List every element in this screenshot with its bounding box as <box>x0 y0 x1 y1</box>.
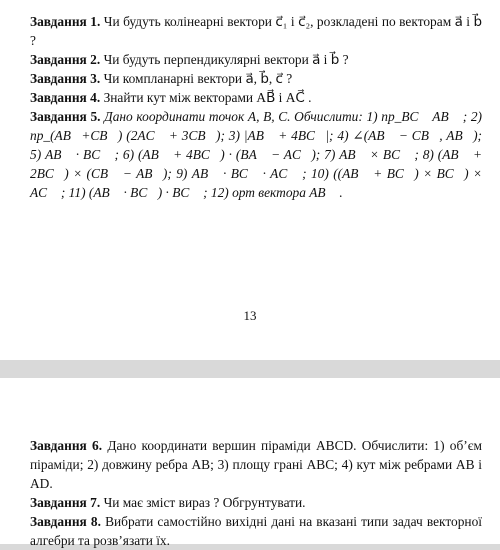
task-7-label: Завдання 7. <box>30 495 101 510</box>
task-2 <box>30 50 482 69</box>
task-4 <box>30 88 482 107</box>
task-2-label: Завдання 2. <box>30 52 101 67</box>
task-6-text: Дано координати вершин піраміди ABCD. Обчислити: 1) об’єм піраміди; 2) довжину ребра AB; 3) площу грані ABC; 4) кут між ребрами AB і AD. <box>30 438 482 491</box>
page-number: 13 <box>243 308 257 323</box>
task-3-text: Чи компланарні вектори a⃗, b⃗, c⃗ ? <box>103 71 293 86</box>
task-5-label: Завдання 5. <box>30 109 101 124</box>
task-2-text: Чи будуть перпендикулярні вектори a⃗ і b⃗ ? <box>103 52 349 67</box>
task-5 <box>30 107 482 202</box>
task-4-label: Завдання 4. <box>30 90 101 105</box>
task-6 <box>30 436 482 493</box>
task-3-label: Завдання 3. <box>30 71 101 86</box>
task-3 <box>30 69 482 88</box>
task-4-text: Знайти кут між векторами AB⃗ і AC⃗ . <box>103 90 312 105</box>
task-5-text: Дано координати точок A, B, C. Обчислити: 1) пр_BC⃗ AB⃗ ; 2) пр_(AB⃗+CB⃗) (2AC⃗ + 3CB⃗); 3) |AB⃗ + 4BC⃗|; 4) ∠(AB⃗ − CB⃗, AB⃗); 5) AB⃗ · BC⃗ ; 6) (AB⃗ + 4BC⃗) · (BA⃗ − AC⃗); 7) AB⃗ × BC⃗ ; 8) (AB⃗ + 2BC⃗) × (CB⃗ − AB⃗); 9) AB⃗ · BC⃗ · AC⃗ ; 10) ((AB⃗ + BC⃗) × BC⃗) × AC⃗ ; 11) (AB⃗ · BC⃗) · BC⃗ ; 12) орт вектора AB⃗ . <box>30 109 482 200</box>
task-8 <box>30 512 482 550</box>
task-8-text: Вибрати самостійно вихідні дані на вказані типи задач векторної алгебри та розв’язати їх. <box>30 514 482 548</box>
task-6-label: Завдання 6. <box>30 438 103 453</box>
page-bottom <box>0 378 500 548</box>
task-8-label: Завдання 8. <box>30 514 101 529</box>
task-1 <box>30 12 482 50</box>
task-7-text: Чи має зміст вираз ? Обгрунтувати. <box>103 495 306 510</box>
task-1-text: Чи будуть колінеарні вектори c⃗₁ і c⃗₂, розкладені по векторам a⃗ і b⃗ ? <box>30 14 482 48</box>
task-7 <box>30 493 482 512</box>
task-1-label: Завдання 1. <box>30 14 101 29</box>
